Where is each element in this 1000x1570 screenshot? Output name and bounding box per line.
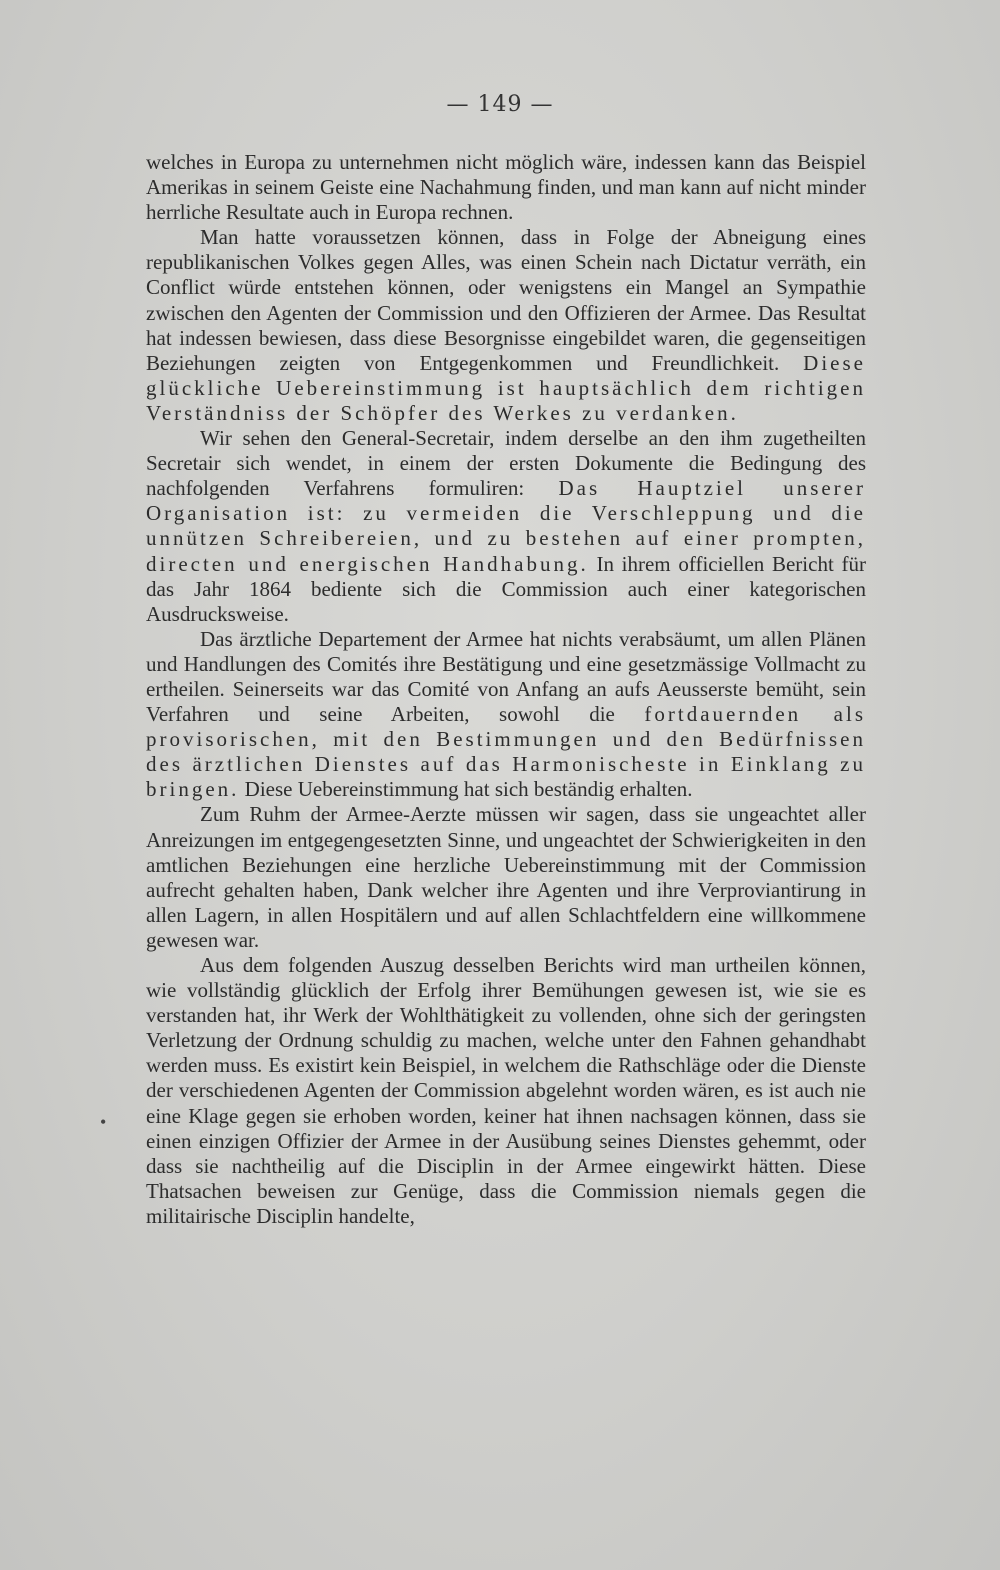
body-text: [146, 150, 866, 1229]
text-run: Man hatte voraussetzen können, dass in Folge der Abneigung eines republikanischen Volkes gegen Alles, was einen Schein nach Dictatur verräth, ein Conflict würde entstehen können, oder wenigstens ein Mangel an Sympathie zwischen den Agenten der Commission und den Offizieren der Armee. Das Resultat hat indessen bewiesen, dass diese Besorgnisse eingebildet waren, die gegenseitigen Beziehungen zeigten von Entgegenkommen und Freundlichkeit.: [146, 225, 866, 375]
margin-mark: •: [100, 1112, 107, 1132]
text-run: welches in Europa zu unternehmen nicht möglich wäre, indessen kann das Beispiel Amerikas in seinem Geiste eine Nachahmung finden, und man kann auf nicht minder herrliche Resultate auch in Europa rechnen.: [146, 150, 866, 225]
text-run: In ihrem officiellen Bericht für das Jahr 1864 bediente sich die Commission auch einer kategorischen Ausdrucksweise.: [146, 551, 866, 626]
paragraph: [146, 802, 866, 953]
emphasized-text-run: Das Hauptziel unserer Organisation ist: zu vermeiden die Verschleppung und die unnützen Schreibereien, und zu bestehen auf einer prompten, directen und energischen Handhabung.: [146, 476, 866, 576]
text-run: Zum Ruhm der Armee-Aerzte müssen wir sagen, dass sie ungeachtet aller Anreizungen im entgegengesetzten Sinne, und ungeachtet der Schwierigkeiten in den amtlichen Beziehungen eine herzliche Uebereinstimmung mit der Commission aufrecht gehalten haben, Dank welcher ihre Agenten und ihre Verproviantirung in allen Lagern, in allen Hospitälern und auf allen Schlachtfeldern eine willkommene gewesen war.: [146, 802, 866, 952]
paragraph: [146, 426, 866, 627]
paragraph: [146, 627, 866, 803]
paragraph: [146, 150, 866, 225]
text-run: Aus dem folgenden Auszug desselben Berichts wird man urtheilen können, wie vollständig glücklich der Erfolg ihrer Bemühungen gewesen ist, wie sie es verstanden hat, ihr Werk der Wohlthätigkeit zu vollenden, ohne sich der geringsten Verletzung der Ordnung schuldig zu machen, welche unter den Fahnen gehandhabt werden muss. Es existirt kein Beispiel, in welchem die Rathschläge oder die Dienste der verschiedenen Agenten der Commission abgelehnt worden wären, es ist auch nie eine Klage gegen sie erhoben worden, keiner hat ihnen nachsagen können, dass sie einen einzigen Offizier der Armee in der Ausübung seines Dienstes gehemmt, oder dass sie nachtheilig auf die Disciplin in der Armee eingewirkt hätten. Diese Thatsachen beweisen zur Genüge, dass die Commission niemals gegen die militairische Disciplin handelte,: [146, 953, 866, 1228]
page-number: — 149 —: [446, 92, 554, 117]
emphasized-text-run: Diese glückliche Uebereinstimmung ist hauptsächlich dem richtigen Verständniss der Schöpfer des Werkes zu verdanken.: [146, 350, 866, 425]
text-run: Diese Uebereinstimmung hat sich beständig erhalten.: [239, 777, 693, 802]
emphasized-text-run: fortdauernden als provisorischen, mit den Bestimmungen und den Bedürfnissen des ärztlichen Dienstes auf das Harmonischeste in Einklang zu bringen.: [146, 702, 866, 802]
text-run: Wir sehen den General-Secretair, indem derselbe an den ihm zugetheilten Secretair sich wendet, in einem der ersten Dokumente die Bedingung des nachfolgenden Verfahrens formuliren:: [146, 426, 866, 501]
paragraph: [146, 225, 866, 426]
text-run: Das ärztliche Departement der Armee hat nichts verabsäumt, um allen Plänen und Handlungen des Comités ihre Bestätigung und eine gesetzmässige Vollmacht zu ertheilen. Seinerseits war das Comité von Anfang an aufs Aeusserste bemüht, sein Verfahren und seine Arbeiten, sowohl die: [146, 626, 866, 727]
paragraph: [146, 953, 866, 1229]
